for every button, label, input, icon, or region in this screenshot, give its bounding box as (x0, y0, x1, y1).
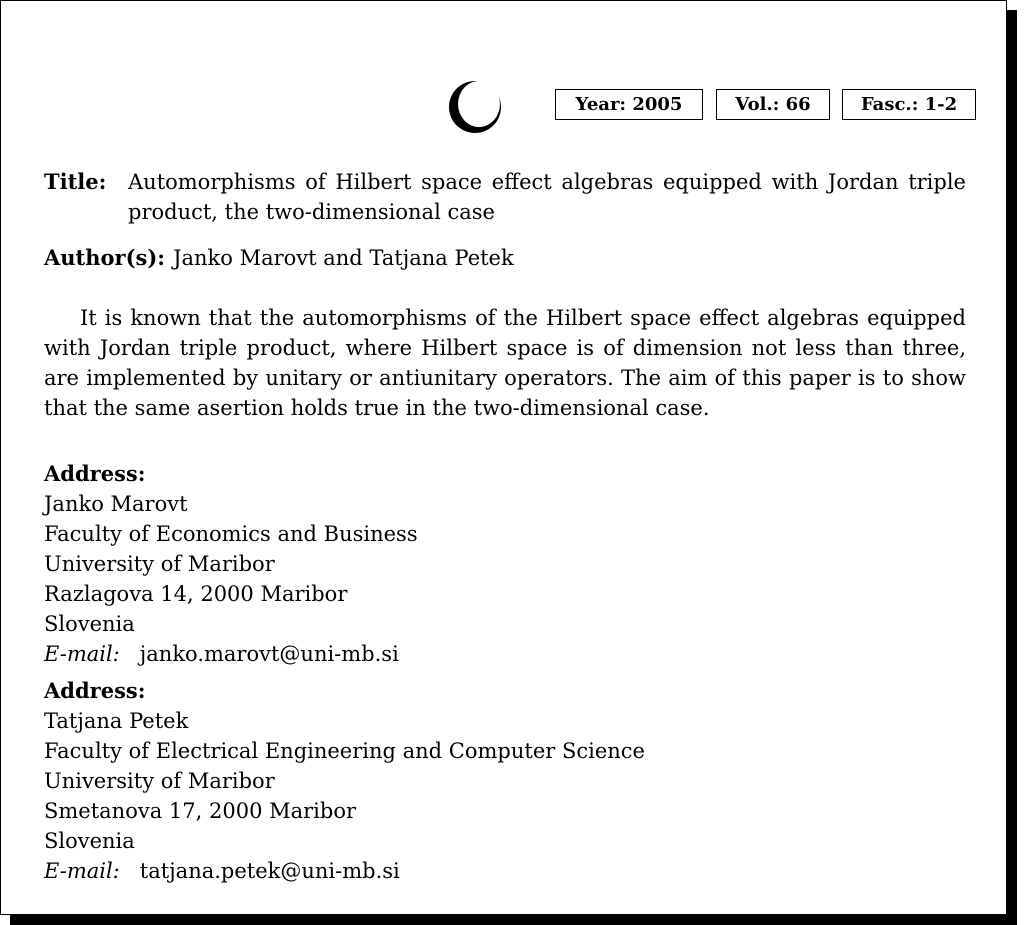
email-value: janko.marovt@uni-mb.si (139, 642, 399, 666)
address-university: University of Maribor (44, 769, 275, 793)
address-name: Tatjana Petek (44, 709, 189, 733)
email-line (44, 639, 744, 669)
title-label: Title: (44, 169, 107, 194)
address-faculty: Faculty of Electrical Engineering and Computer Science (44, 739, 645, 763)
title-row (44, 167, 966, 227)
year-box: Year: 2005 (555, 89, 703, 120)
address-name: Janko Marovt (44, 492, 188, 516)
email-value: tatjana.petek@uni-mb.si (139, 859, 400, 883)
address-country: Slovenia (44, 829, 135, 853)
address-label: Address: (44, 461, 146, 486)
address-street: Razlagova 14, 2000 Maribor (44, 582, 348, 606)
email-label: E-mail: (44, 642, 120, 666)
address-country: Slovenia (44, 612, 135, 636)
address-label: Address: (44, 678, 146, 703)
email-line (44, 856, 744, 886)
email-label: E-mail: (44, 859, 120, 883)
address-faculty: Faculty of Economics and Business (44, 522, 418, 546)
address-block (44, 676, 744, 886)
abstract: It is known that the automorphisms of the Hilbert space effect algebras equipped with Jordan triple product, where Hilbert space is of dimension not less than three, are implemented by unitary or antiunitary operators. The aim of this paper is to show that the same asertion holds true in the two-dimensional case. (44, 306, 966, 420)
journal-logo-icon (447, 79, 503, 135)
fascicle-box: Fasc.: 1-2 (842, 89, 976, 120)
authors-label: Author(s): (44, 245, 166, 270)
address-street: Smetanova 17, 2000 Maribor (44, 799, 357, 823)
address-university: University of Maribor (44, 552, 275, 576)
authors-row (44, 243, 514, 273)
volume-box: Vol.: 66 (716, 89, 830, 120)
paper-title: Automorphisms of Hilbert space effect algebras equipped with Jordan triple product, the two-dimensional case (128, 170, 966, 224)
address-block (44, 459, 744, 669)
authors: Janko Marovt and Tatjana Petek (173, 246, 514, 270)
